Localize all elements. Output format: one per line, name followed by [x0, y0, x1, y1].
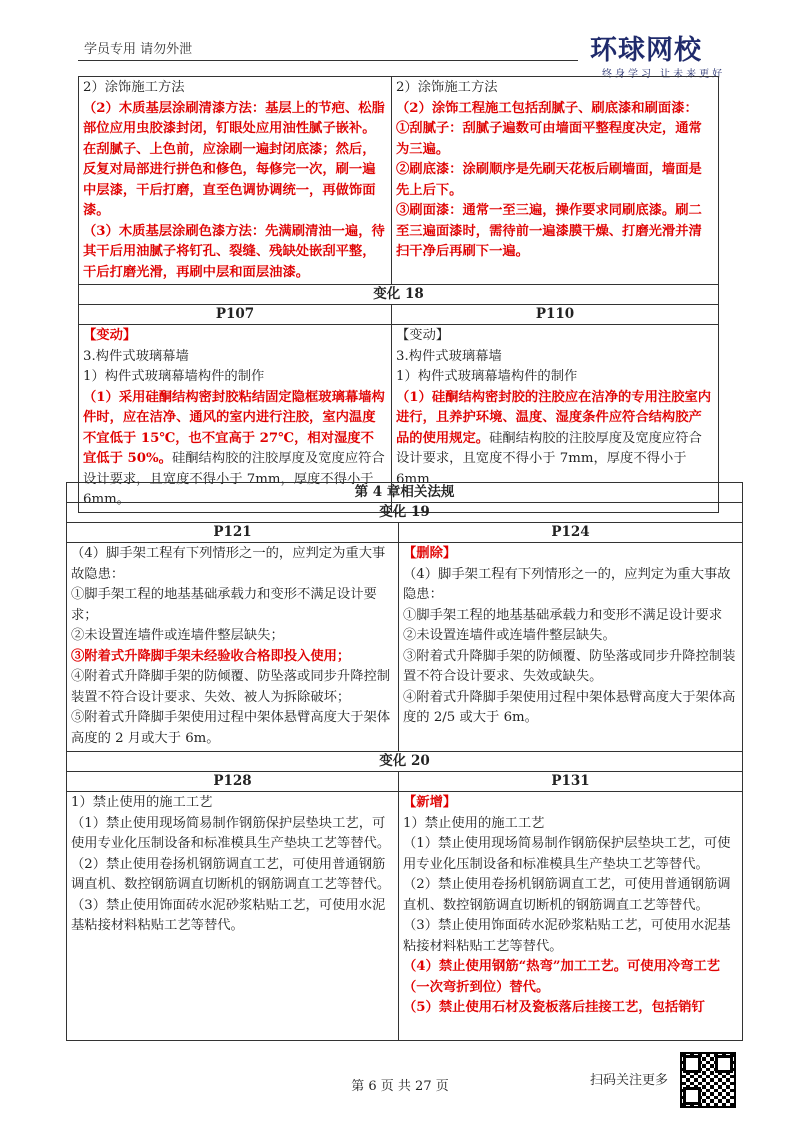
text-line: 3.构件式玻璃幕墙: [396, 348, 502, 364]
section1-row: [79, 77, 719, 285]
change18-page-left: P107: [79, 305, 392, 325]
comparison-table-upper: [78, 76, 719, 513]
text-line: （5）禁止使用石材及瓷板落后挂接工艺，包括销钉: [403, 1000, 705, 1015]
text-line: 1）构件式玻璃幕墙构件的制作: [396, 369, 578, 384]
change20-right: [399, 792, 743, 1041]
text-line: （1）禁止使用现场简易制作钢筋保护层垫块工艺，可使用专业化压制设备和标准模具生产垫块工艺等替代。: [403, 836, 731, 872]
text-line: 3.构件式玻璃幕墙: [83, 348, 189, 364]
text-line: 2）涂饰施工方法: [396, 80, 498, 95]
change18-right-paragraph: [396, 388, 714, 491]
section1-left: [79, 77, 392, 285]
change19-right: [399, 543, 743, 752]
text-line: 【新增】: [403, 795, 457, 810]
change18-left-red: （1）采用硅酮结构密封胶粘结固定隐框玻璃幕墙构件时，应在洁净、通风的室内进行注胶，室内温度不宜低于 15℃，也不宜高于 27℃，相对湿度不宜低于 50%。: [83, 389, 385, 466]
text-line: ①刮腻子：刮腻子遍数可由墙面平整程度决定，通常为三遍。: [396, 121, 702, 157]
chapter-title: 第 4 章相关法规: [67, 483, 743, 503]
change18-right-normal: 硅酮结构胶的注胶厚度及宽度应符合设计要求，且宽度不得小于 7mm，厚度不得小于 6mm: [396, 430, 702, 487]
change18-left-lines: [83, 326, 387, 388]
change18-page-right: P110: [392, 305, 719, 325]
text-line: （3）禁止使用饰面砖水泥砂浆粘贴工艺，可使用水泥基粘接材料粘贴工艺等替代。: [71, 897, 386, 933]
change18-title: 变化 18: [79, 285, 719, 305]
change18-left-normal: 硅酮结构胶的注胶厚度及宽度应符合设计要求，且宽度不得小于 7mm，厚度不得小于 6mm。: [83, 451, 385, 507]
text-line: 【变动】: [83, 328, 137, 343]
header-divider: [78, 60, 578, 61]
change19-page-left: P121: [67, 523, 399, 543]
change20-title: 变化 20: [67, 752, 743, 772]
text-line: （2）木质基层涂刷清漆方法：基层上的节疤、松脂部位应用虫胶漆封闭，钉眼处应用油性腻子嵌补。在刮腻子、上色前，应涂刷一遍封闭底漆；然后，反复对局部进行拼色和修色，每修完一次，刷一遍中层漆，干后打磨，直至色调协调统一，再做饰面漆。: [83, 100, 385, 218]
logo-slogan: 终身学习 让未来更好: [602, 69, 726, 80]
text-line: ⑤附着式升降脚手架使用过程中架体悬臂高度大于架体高度的 2 月或大于 6m。: [71, 710, 391, 746]
header-notice: 学员专用 请勿外泄: [84, 42, 193, 57]
text-line: 1）禁止使用的施工工艺: [403, 815, 545, 831]
text-line: （4）禁止使用钢筋“热弯”加工工艺。可使用冷弯工艺（一次弯折到位）替代。: [403, 959, 721, 995]
text-line: （4）脚手架工程有下列情形之一的，应判定为重大事故隐患：: [403, 566, 731, 602]
change18-right-lines: [396, 326, 714, 388]
qr-code-icon[interactable]: [680, 1052, 736, 1108]
text-line: 【变动】: [396, 328, 450, 343]
text-line: ④附着式升降脚手架的防倾覆、防坠落或同步升降控制装置不符合设计要求、失效、被人为拆除破坏；: [71, 669, 391, 705]
change20-page-left: P128: [67, 772, 399, 792]
text-line: ②未设置连墙件或连墙件整层缺失。: [403, 628, 616, 643]
text-line: （4）脚手架工程有下列情形之一的，应判定为重大事故隐患：: [71, 546, 386, 582]
change19-page-right: P124: [399, 523, 743, 543]
text-line: ②未设置连墙件或连墙件整层缺失；: [71, 628, 284, 643]
text-line: ③附着式升降脚手架的防倾覆、防坠落或同步升降控制装置不符合设计要求、失效或缺失。: [403, 648, 736, 684]
logo-text: 环球网校: [590, 35, 702, 66]
text-line: （2）禁止使用卷扬机钢筋调直工艺，可使用普通钢筋调直机、数控钢筋调直切断机的钢筋调直工艺等替代。: [403, 877, 731, 913]
text-line: 2）涂饰施工方法: [83, 80, 185, 95]
change19-title: 变化 19: [67, 503, 743, 523]
change19-left: [67, 543, 399, 752]
page-number: 第 6 页 共 27 页: [351, 1079, 449, 1094]
section1-right: [392, 77, 719, 285]
change18-right-red: （1）硅酮结构密封胶的注胶应在洁净的专用注胶室内进行，且养护环境、温度、湿度条件应符合结构胶产品的使用规定。: [396, 389, 712, 446]
text-line: （1）禁止使用现场简易制作钢筋保护层垫块工艺，可使用专业化压制设备和标准模具生产垫块工艺等替代。: [71, 815, 391, 851]
text-line: ①脚手架工程的地基基础承载力和变形不满足设计要求；: [71, 587, 377, 623]
text-line: ③刷面漆：通常一至三遍，操作要求同刷底漆。刷二至三遍面漆时，需待前一遍漆膜干燥、打磨光滑并清扫干净后再刷下一遍。: [396, 203, 702, 259]
comparison-table-lower: [66, 482, 743, 1041]
brand-logo: [590, 28, 725, 80]
text-line: （3）禁止使用饰面砖水泥砂浆粘贴工艺，可使用水泥基粘接材料粘贴工艺等替代。: [403, 918, 731, 954]
change20-page-right: P131: [399, 772, 743, 792]
text-line: ④附着式升降脚手架使用过程中架体悬臂高度大于架体高度的 2/5 或大于 6m。: [403, 689, 736, 725]
text-line: ①脚手架工程的地基基础承载力和变形不满足设计要求: [403, 607, 723, 623]
text-line: 1）禁止使用的施工工艺: [71, 795, 213, 810]
text-line: （2）涂饰工程施工包括刮腻子、刷底漆和刷面漆：: [396, 100, 698, 116]
change20-left: [67, 792, 399, 1041]
text-line: ②刷底漆：涂刷顺序是先刷天花板后刷墙面，墙面是先上后下。: [396, 162, 702, 198]
text-line: （2）禁止使用卷扬机钢筋调直工艺，可使用普通钢筋调直机、数控钢筋调直切断机的钢筋调直工艺等替代。: [71, 856, 391, 892]
text-line: （3）木质基层涂刷色漆方法：先满刷清油一遍，待其干后用油腻子将钉孔、裂缝、残缺处嵌刮平整，干后打磨光滑，再刷中层和面层油漆。: [83, 223, 385, 280]
text-line: ③附着式升降脚手架未经验收合格即投入使用；: [71, 648, 351, 664]
text-line: 1）构件式玻璃幕墙构件的制作: [83, 369, 265, 384]
text-line: 【删除】: [403, 546, 457, 561]
scan-label: 扫码关注更多: [590, 1073, 669, 1088]
